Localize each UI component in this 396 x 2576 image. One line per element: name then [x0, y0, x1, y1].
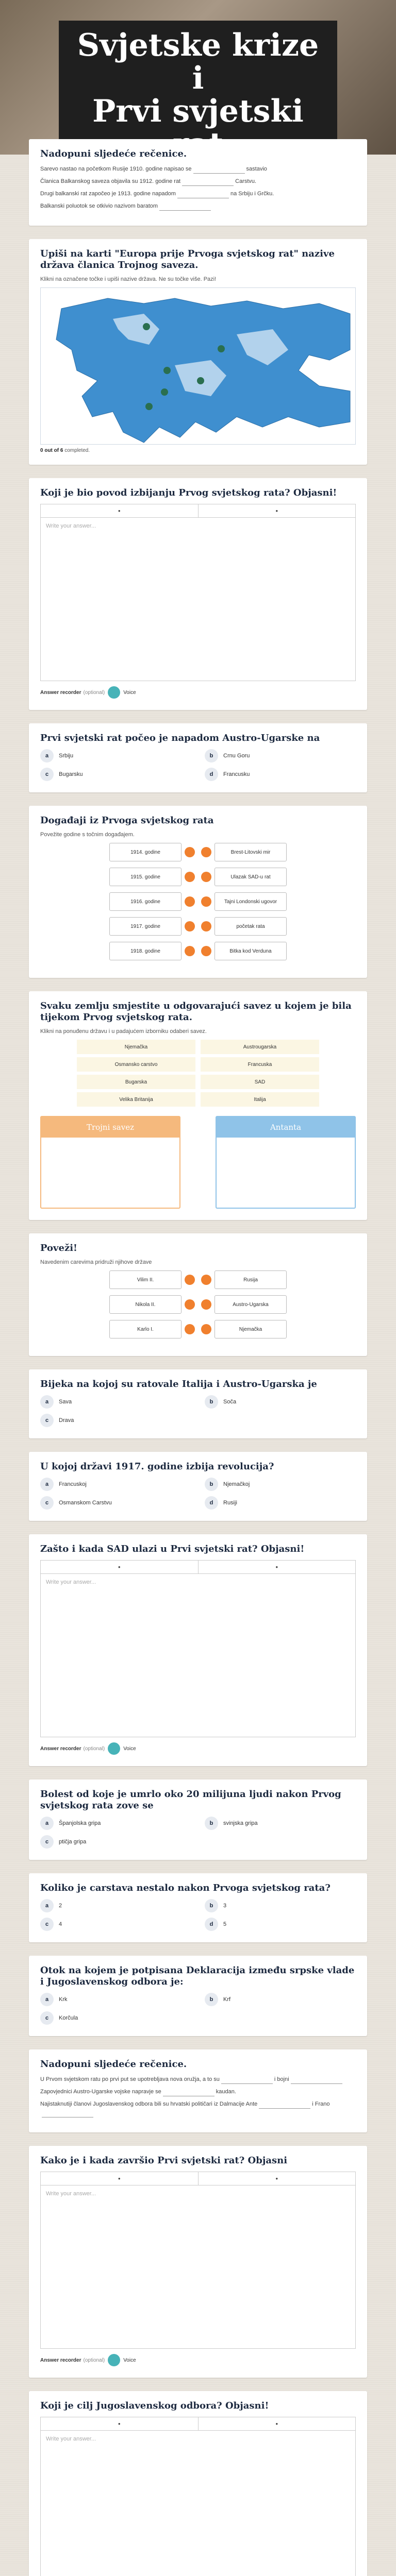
connector-dot[interactable]	[201, 1299, 211, 1310]
question-title: Nadopuni sljedeće rečenice.	[40, 2059, 187, 2070]
choice-letter: d	[205, 768, 218, 781]
choice-letter: c	[40, 1414, 54, 1427]
question-instructions: Klikni na ponuđenu državu i u padajućem izborniku odaberi savez.	[40, 1028, 207, 1035]
sort-item[interactable]: Osmansko carstvo	[77, 1057, 195, 1072]
sort-item[interactable]: Francuska	[201, 1057, 319, 1072]
blank-input[interactable]	[42, 2111, 93, 2117]
match-item-right[interactable]: Brest-Litovski mir	[214, 843, 287, 861]
match-item-right[interactable]: Ulazak SAD-u rat	[214, 868, 287, 886]
connector-dot[interactable]	[185, 921, 195, 931]
match-row	[40, 1295, 356, 1314]
question-instructions: Povežite godine s točnim događajem.	[40, 832, 135, 838]
connector-dot[interactable]	[185, 872, 195, 882]
format-button[interactable]: •	[275, 1563, 278, 1571]
match-row	[40, 843, 356, 861]
question-card-sort	[29, 991, 367, 1220]
question-card-open-4	[29, 2391, 367, 2576]
match-item-right[interactable]: Austro-Ugarska	[214, 1295, 287, 1314]
question-card-open-1	[29, 478, 367, 710]
fill-sentence: Balkanski poluotok se otkivio nazivom baratom	[40, 202, 356, 211]
question-instructions: Navedenim carevima pridruži njihove države	[40, 1259, 152, 1265]
format-button[interactable]: •	[41, 1561, 199, 1573]
sort-buckets	[40, 1116, 356, 1209]
fill-sentence: Zapovjednici Austro-Ugarske vojske napravje se kaudan.	[40, 2088, 356, 2096]
connector-dot[interactable]	[201, 1275, 211, 1285]
fill-sentence: Najistaknutiji članovi Jugoslavenskog odbora bili su hrvatski političari iz Dalmacije Ante i Frano	[40, 2100, 356, 2117]
blank-input[interactable]	[182, 180, 234, 186]
map-point[interactable]	[218, 345, 225, 352]
choice-letter: a	[40, 1478, 54, 1491]
map-progress: 0 out of 6 completed.	[40, 448, 90, 453]
question-title: Svaku zemlju smjestite u odgovarajući savez u kojem je bila tijekom Prvog svjetskog rata.	[40, 1001, 352, 1023]
match-row	[40, 892, 356, 911]
match-row	[40, 917, 356, 936]
blank-input[interactable]	[221, 2078, 273, 2084]
question-card-match-2	[29, 1233, 367, 1356]
map-icon	[41, 288, 356, 445]
question-card-match-1	[29, 806, 367, 978]
choice-option[interactable]: c Korčula	[40, 2011, 191, 2025]
choice-letter: b	[205, 1817, 218, 1830]
connector-dot[interactable]	[201, 896, 211, 907]
match-row	[40, 942, 356, 960]
choice-list	[40, 1993, 356, 2025]
question-card-choice-1	[29, 723, 367, 792]
sort-item[interactable]: SAD	[201, 1075, 319, 1089]
map-point[interactable]	[163, 367, 171, 374]
choice-option[interactable]: b Soča	[205, 1395, 356, 1409]
format-button[interactable]: •	[41, 2417, 199, 2430]
choice-letter: b	[205, 1395, 218, 1409]
microphone-icon[interactable]	[108, 2354, 120, 2366]
choice-option[interactable]: b 3	[205, 1899, 356, 1912]
format-button[interactable]: •	[275, 507, 278, 515]
choice-option[interactable]: a Sava	[40, 1395, 191, 1409]
choice-letter: d	[205, 1918, 218, 1931]
text-toolbar	[40, 1560, 356, 1573]
answer-recorder: Answer recorder (optional) Voice	[40, 1742, 356, 1755]
choice-option[interactable]: c Bugarsku	[40, 768, 191, 781]
hero-banner	[0, 0, 396, 155]
blank-input[interactable]	[259, 2103, 310, 2109]
connector-dot[interactable]	[185, 1299, 195, 1310]
match-item-left[interactable]: 1918. godine	[109, 942, 182, 960]
choice-option[interactable]: a 2	[40, 1899, 191, 1912]
choice-option[interactable]: d 5	[205, 1918, 356, 1931]
choice-option[interactable]: a Krk	[40, 1993, 191, 2006]
choice-letter: c	[40, 1835, 54, 1849]
match-item-left[interactable]: Vilim II.	[109, 1270, 182, 1289]
bucket-triple-alliance[interactable]	[40, 1116, 180, 1209]
map-point[interactable]	[145, 403, 153, 410]
match-item-left[interactable]: 1915. godine	[109, 868, 182, 886]
choice-option[interactable]: c Drava	[40, 1414, 191, 1427]
match-item-left[interactable]: Karlo I.	[109, 1320, 182, 1338]
question-card-choice-2	[29, 1369, 367, 1438]
answer-textarea[interactable]: Write your answer...	[40, 517, 356, 681]
choice-letter: a	[40, 1395, 54, 1409]
choice-option[interactable]: b Krf	[205, 1993, 356, 2006]
choice-option[interactable]: c 4	[40, 1918, 191, 1931]
choice-letter: c	[40, 2011, 54, 2025]
fill-sentence: U Prvom svjetskom ratu po prvi put se upotrebljava nova oružja, a to su i bojni	[40, 2075, 356, 2084]
choice-option[interactable]: b Crnu Goru	[205, 749, 356, 762]
choice-option[interactable]: a Španjolska gripa	[40, 1817, 191, 1830]
choice-option[interactable]: d Rusiji	[205, 1496, 356, 1510]
choice-letter: c	[40, 1918, 54, 1931]
question-title: Prvi svjetski rat počeo je napadom Austro-Ugarske na	[40, 733, 320, 743]
choice-letter: b	[205, 749, 218, 762]
sort-items	[77, 1040, 319, 1107]
connector-dot[interactable]	[201, 847, 211, 857]
choice-option[interactable]: c ptičja gripa	[40, 1835, 191, 1849]
choice-list	[40, 749, 356, 781]
format-button[interactable]: •	[275, 2420, 278, 2428]
question-card-choice-6	[29, 1956, 367, 2036]
question-card-fill-1	[29, 139, 367, 226]
answer-recorder: Answer recorder (optional) Voice	[40, 2354, 356, 2366]
choice-letter: b	[205, 1478, 218, 1491]
blank-input[interactable]	[193, 167, 245, 174]
choice-option[interactable]: b svinjska gripa	[205, 1817, 356, 1830]
choice-letter: b	[205, 1993, 218, 2006]
match-row	[40, 1270, 356, 1289]
choice-option[interactable]: d Francusku	[205, 768, 356, 781]
question-instructions: Klikni na označene točke i upiši nazive država. Ne su točke više. Pazi!	[40, 276, 217, 282]
blank-input[interactable]	[159, 205, 211, 211]
match-item-right[interactable]: Rusija	[214, 1270, 287, 1289]
question-title: Koliko je carstava nestalo nakon Prvoga svjetskog rata?	[40, 1883, 331, 1893]
format-button[interactable]: •	[41, 2172, 199, 2185]
choice-option[interactable]: a Francuskoj	[40, 1478, 191, 1491]
sort-item[interactable]: Italija	[201, 1092, 319, 1107]
question-title: Događaji iz Prvoga svjetskog rata	[40, 815, 214, 826]
blank-input[interactable]	[163, 2090, 214, 2096]
choice-letter: d	[205, 1496, 218, 1510]
connector-dot[interactable]	[185, 946, 195, 956]
choice-letter: a	[40, 1899, 54, 1912]
connector-dot[interactable]	[185, 1275, 195, 1285]
sort-item[interactable]: Austrougarska	[201, 1040, 319, 1054]
question-title: Nadopuni sljedeće rečenice.	[40, 148, 187, 159]
sort-item[interactable]: Velika Britanija	[77, 1092, 195, 1107]
question-title: U kojoj državi 1917. godine izbija revolucija?	[40, 1461, 274, 1472]
choice-letter: b	[205, 1899, 218, 1912]
microphone-icon[interactable]	[108, 686, 120, 699]
connector-dot[interactable]	[201, 921, 211, 931]
match-item-left[interactable]: Nikola II.	[109, 1295, 182, 1314]
fill-sentence: Članica Balkanskog saveza objavila su 1912. godine rat Carstvu.	[40, 177, 356, 186]
text-toolbar	[40, 2417, 356, 2430]
fill-sentence: Sarevo nastao na početkom Rusije 1910. godine napisao se sastavio	[40, 165, 356, 174]
question-card-choice-3	[29, 1452, 367, 1521]
match-row	[40, 1320, 356, 1338]
choice-list	[40, 1478, 356, 1510]
bucket-label: Trojni savez	[41, 1117, 179, 1138]
choice-option[interactable]: b Njemačkoj	[205, 1478, 356, 1491]
match-item-right[interactable]: Njemačka	[214, 1320, 287, 1338]
choice-letter: a	[40, 1993, 54, 2006]
connector-dot[interactable]	[185, 1324, 195, 1334]
choice-list	[40, 1395, 356, 1427]
question-card-choice-5	[29, 1873, 367, 1942]
match-item-left[interactable]: 1917. godine	[109, 917, 182, 936]
question-title: Koji je cilj Jugoslavenskog odbora? Objasni!	[40, 2400, 269, 2411]
match-item-right[interactable]: Tajni Londonski ugovor	[214, 892, 287, 911]
question-card-open-2	[29, 1534, 367, 1766]
choice-letter: a	[40, 749, 54, 762]
connector-dot[interactable]	[185, 896, 195, 907]
europe-map	[40, 287, 356, 445]
question-title: Zašto i kada SAD ulazi u Prvi svjetski rat? Objasni!	[40, 1544, 305, 1554]
question-title: Poveži!	[40, 1243, 77, 1253]
page-title: Svjetske krize i Prvi svjetski	[77, 27, 319, 129]
question-title: Upiši na karti "Europa prije Prvoga svjetskog rat" nazive država članica Trojnog saveza.	[40, 248, 335, 270]
match-item-right[interactable]: Bitka kod Verduna	[214, 942, 287, 960]
answer-textarea[interactable]: Write your answer...	[40, 1573, 356, 1737]
connector-dot[interactable]	[201, 946, 211, 956]
choice-option[interactable]: a Srbiju	[40, 749, 191, 762]
choice-list	[40, 1817, 356, 1849]
connector-dot[interactable]	[185, 847, 195, 857]
map-point[interactable]	[161, 388, 168, 396]
blank-input[interactable]	[177, 192, 229, 198]
bucket-entente[interactable]	[216, 1116, 356, 1209]
choice-letter: c	[40, 768, 54, 781]
connector-dot[interactable]	[201, 872, 211, 882]
question-title: Kako je i kada završio Prvi svjetski rat? Objasni	[40, 2155, 288, 2166]
question-card-open-3	[29, 2146, 367, 2378]
format-button[interactable]: •	[275, 2175, 278, 2182]
match-item-left[interactable]: 1916. godine	[109, 892, 182, 911]
map-point[interactable]	[197, 377, 204, 384]
question-title: Koji je bio povod izbijanju Prvog svjetskog rata? Objasni!	[40, 487, 337, 498]
bucket-label: Antanta	[217, 1117, 355, 1138]
question-card-map	[29, 239, 367, 465]
answer-recorder: Answer recorder (optional) Voice	[40, 686, 356, 699]
question-title: Otok na kojem je potpisana Deklaracija između srpske vlade i Jugoslavenskog odbora je:	[40, 1965, 355, 1987]
choice-letter: c	[40, 1496, 54, 1510]
match-row	[40, 868, 356, 886]
choice-list	[40, 1899, 356, 1931]
sort-item[interactable]: Njemačka	[77, 1040, 195, 1054]
sort-item[interactable]: Bugarska	[77, 1075, 195, 1089]
format-button[interactable]: •	[41, 504, 199, 517]
choice-option[interactable]: c Osmanskom Carstvu	[40, 1496, 191, 1510]
question-title: Bijeka na kojoj su ratovale Italija i Austro-Ugarska je	[40, 1379, 317, 1389]
microphone-icon[interactable]	[108, 1742, 120, 1755]
answer-textarea[interactable]: Write your answer...	[40, 2185, 356, 2349]
question-card-fill-2	[29, 2049, 367, 2132]
connector-dot[interactable]	[201, 1324, 211, 1334]
choice-letter: a	[40, 1817, 54, 1830]
text-toolbar	[40, 2172, 356, 2185]
match-item-left[interactable]: 1914. godine	[109, 843, 182, 861]
answer-textarea[interactable]: Write your answer...	[40, 2430, 356, 2576]
fill-sentence: Drugi balkanski rat započeo je 1913. godine napadom na Srbiju i Grčku.	[40, 190, 356, 198]
question-title: Bolest od koje je umrlo oko 20 milijuna ljudi nakon Prvog svjetskog rata zove se	[40, 1789, 341, 1811]
question-card-choice-4	[29, 1780, 367, 1860]
map-point[interactable]	[143, 323, 150, 330]
text-toolbar	[40, 504, 356, 517]
blank-input[interactable]	[291, 2078, 342, 2084]
match-item-right[interactable]: početak rata	[214, 917, 287, 936]
